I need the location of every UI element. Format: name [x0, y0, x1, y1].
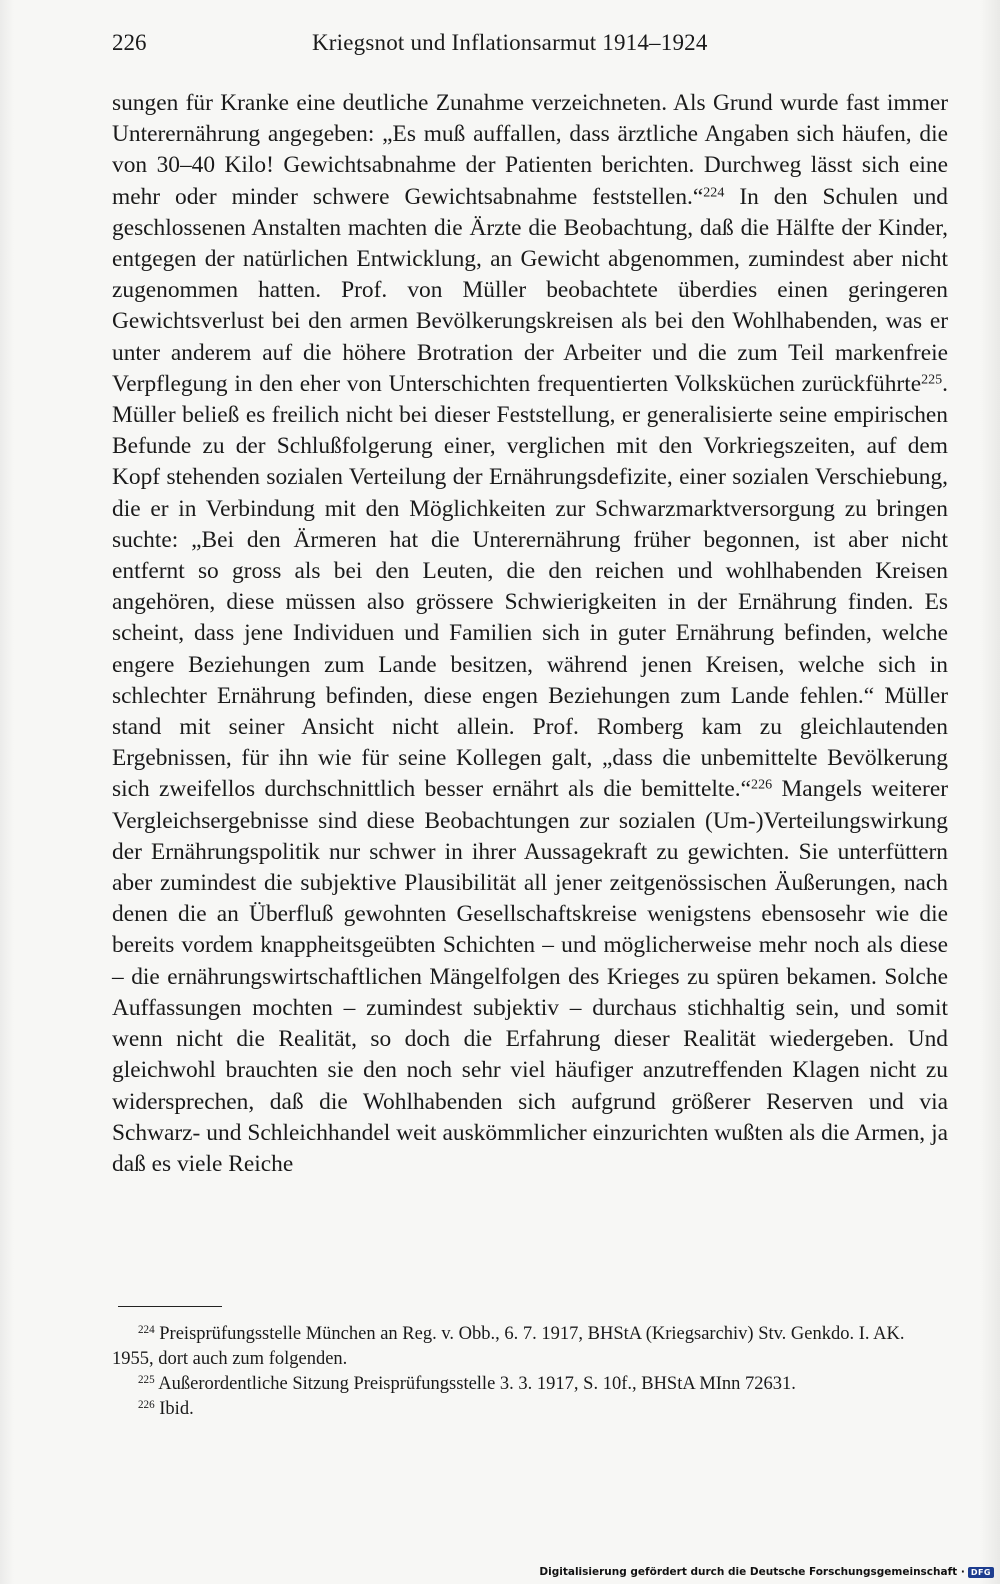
- text-segment: In den Schulen und geschlossenen Anstalten machten die Ärzte die Beobachtung, daß die Hälfte der Kinder, entgegen der natürlichen Entwicklung, an Gewicht abgenommen, zumindest aber nicht zugenommen hatten. Prof. von Müller beobachtete überdies einen geringeren Gewichtsverlust bei den armen Bevölkerungskreisen als bei den Wohlhabenden, was er unter anderem auf die höhere Brotration der Arbeiter und die zum Teil markenfreie Verpflegung in den eher von Unterschichten frequentierten Volksküchen zurückführte: [112, 183, 948, 397]
- dfg-logo-icon: DFG: [968, 1567, 994, 1578]
- text-segment: Mangels weiterer Vergleichsergebnisse sind diese Beobachtungen zur sozialen (Um-)Verteilungswirkung der Ernährungspolitik nur schwer in ihrer Aussagekraft zu gewichten. Sie unterfüttern aber zumindest die subjektive Plausibilität all jener zeitgenössischen Äußerungen, nach denen die an Überfluß gewohnten Gesellschaftskreise wenigstens ebensosehr wie die bereits vordem knappheitsgeübten Schichten – und möglicherweise mehr noch als diese – die ernährungswirtschaftlichen Mängelfolgen des Krieges zu spüren bekamen. Solche Auffassungen mochten – zumindest subjektiv – durchaus stichhaltig sein, und somit wenn nicht die Realität, so doch die Erfahrung dieser Realität wiedergeben. Und gleichwohl brauchten sie den noch sehr viel häufiger anzutreffenden Klagen nicht zu widersprechen, daß die Wohlhabenden sich aufgrund größerer Reserven und via Schwarz- und Schleichhandel weit auskömmlicher einzurichten wußten als die Armen, ja daß es viele Reiche: [112, 776, 948, 1177]
- footnote-224: [112, 1322, 948, 1372]
- body-text: [112, 88, 948, 1180]
- footnote-number: 226: [138, 1398, 155, 1411]
- footnote-divider: [118, 1306, 222, 1307]
- footnote-ref-226: 226: [751, 776, 773, 793]
- footnote-ref-224: 224: [703, 183, 725, 200]
- footnote-text: Außerordentliche Sitzung Preisprüfungsstelle 3. 3. 1917, S. 10f., BHStA MInn 72631.: [154, 1374, 796, 1394]
- footnote-226: [112, 1397, 948, 1422]
- page-number: 226: [112, 30, 147, 55]
- footnote-225: [112, 1372, 948, 1397]
- banner-text: Digitalisierung gefördert durch die Deutsche Forschungsgemeinschaft ·: [539, 1566, 965, 1578]
- footnote-text: Preisprüfungsstelle München an Reg. v. Obb., 6. 7. 1917, BHStA (Kriegsarchiv) Stv. Genkdo. I. AK. 1955, dort auch zum folgenden.: [112, 1324, 905, 1369]
- body-paragraph: [112, 88, 948, 1180]
- footnote-number: 224: [138, 1323, 155, 1336]
- footnote-number: 225: [138, 1373, 155, 1386]
- running-title: Kriegsnot und Inflationsarmut 1914–1924: [312, 30, 708, 55]
- footnote-ref-225: 225: [921, 371, 943, 388]
- footnotes: [112, 1322, 948, 1422]
- footnote-text: Ibid.: [154, 1399, 194, 1419]
- text-segment: sungen für Kranke eine deutliche Zunahme verzeichneten. Als Grund wurde fast immer Unterernährung angegeben: „Es muß auffallen, dass ärztliche Angaben sich häufen, die von 30–40 Kilo! Gewichtsabnahme der Patienten berichten. Durchweg lässt sich eine mehr oder minder schwere Gewichtsabnahme feststellen.“: [112, 90, 948, 210]
- digitization-banner: [539, 1566, 994, 1578]
- text-segment: . Müller beließ es freilich nicht bei dieser Feststellung, er generalisierte seine empirischen Befunde zu der Schlußfolgerung einer, verglichen mit den Vorkriegszeiten, auf dem Kopf stehenden sozialen Verteilung der Ernährungsdefizite, einer sozialen Verschiebung, die er in Verbindung mit den Möglichkeiten zur Schwarzmarktversorgung zu bringen suchte: „Bei den Ärmeren hat die Unterernährung früher begonnen, ist aber nicht entfernt so gross als bei den Leuten, die den reichen und wohlhabenden Kreisen angehören, diese müssen also grössere Schwierigkeiten in der Ernährung finden. Es scheint, dass jene Individuen und Familien sich in guter Ernährung befinden, welche engere Beziehungen zum Lande besitzen, während jenen Kreisen, welche sich in schlechter Ernährung befinden, diese engen Beziehungen zum Lande fehlen.“ Müller stand mit seiner Ansicht nicht allein. Prof. Romberg kam zu gleichlautenden Ergebnissen, für ihn wie für seine Kollegen galt, „dass die unbemittelte Bevölkerung sich zweifellos durchschnittlich besser ernährt als die bemittelte.“: [112, 370, 948, 803]
